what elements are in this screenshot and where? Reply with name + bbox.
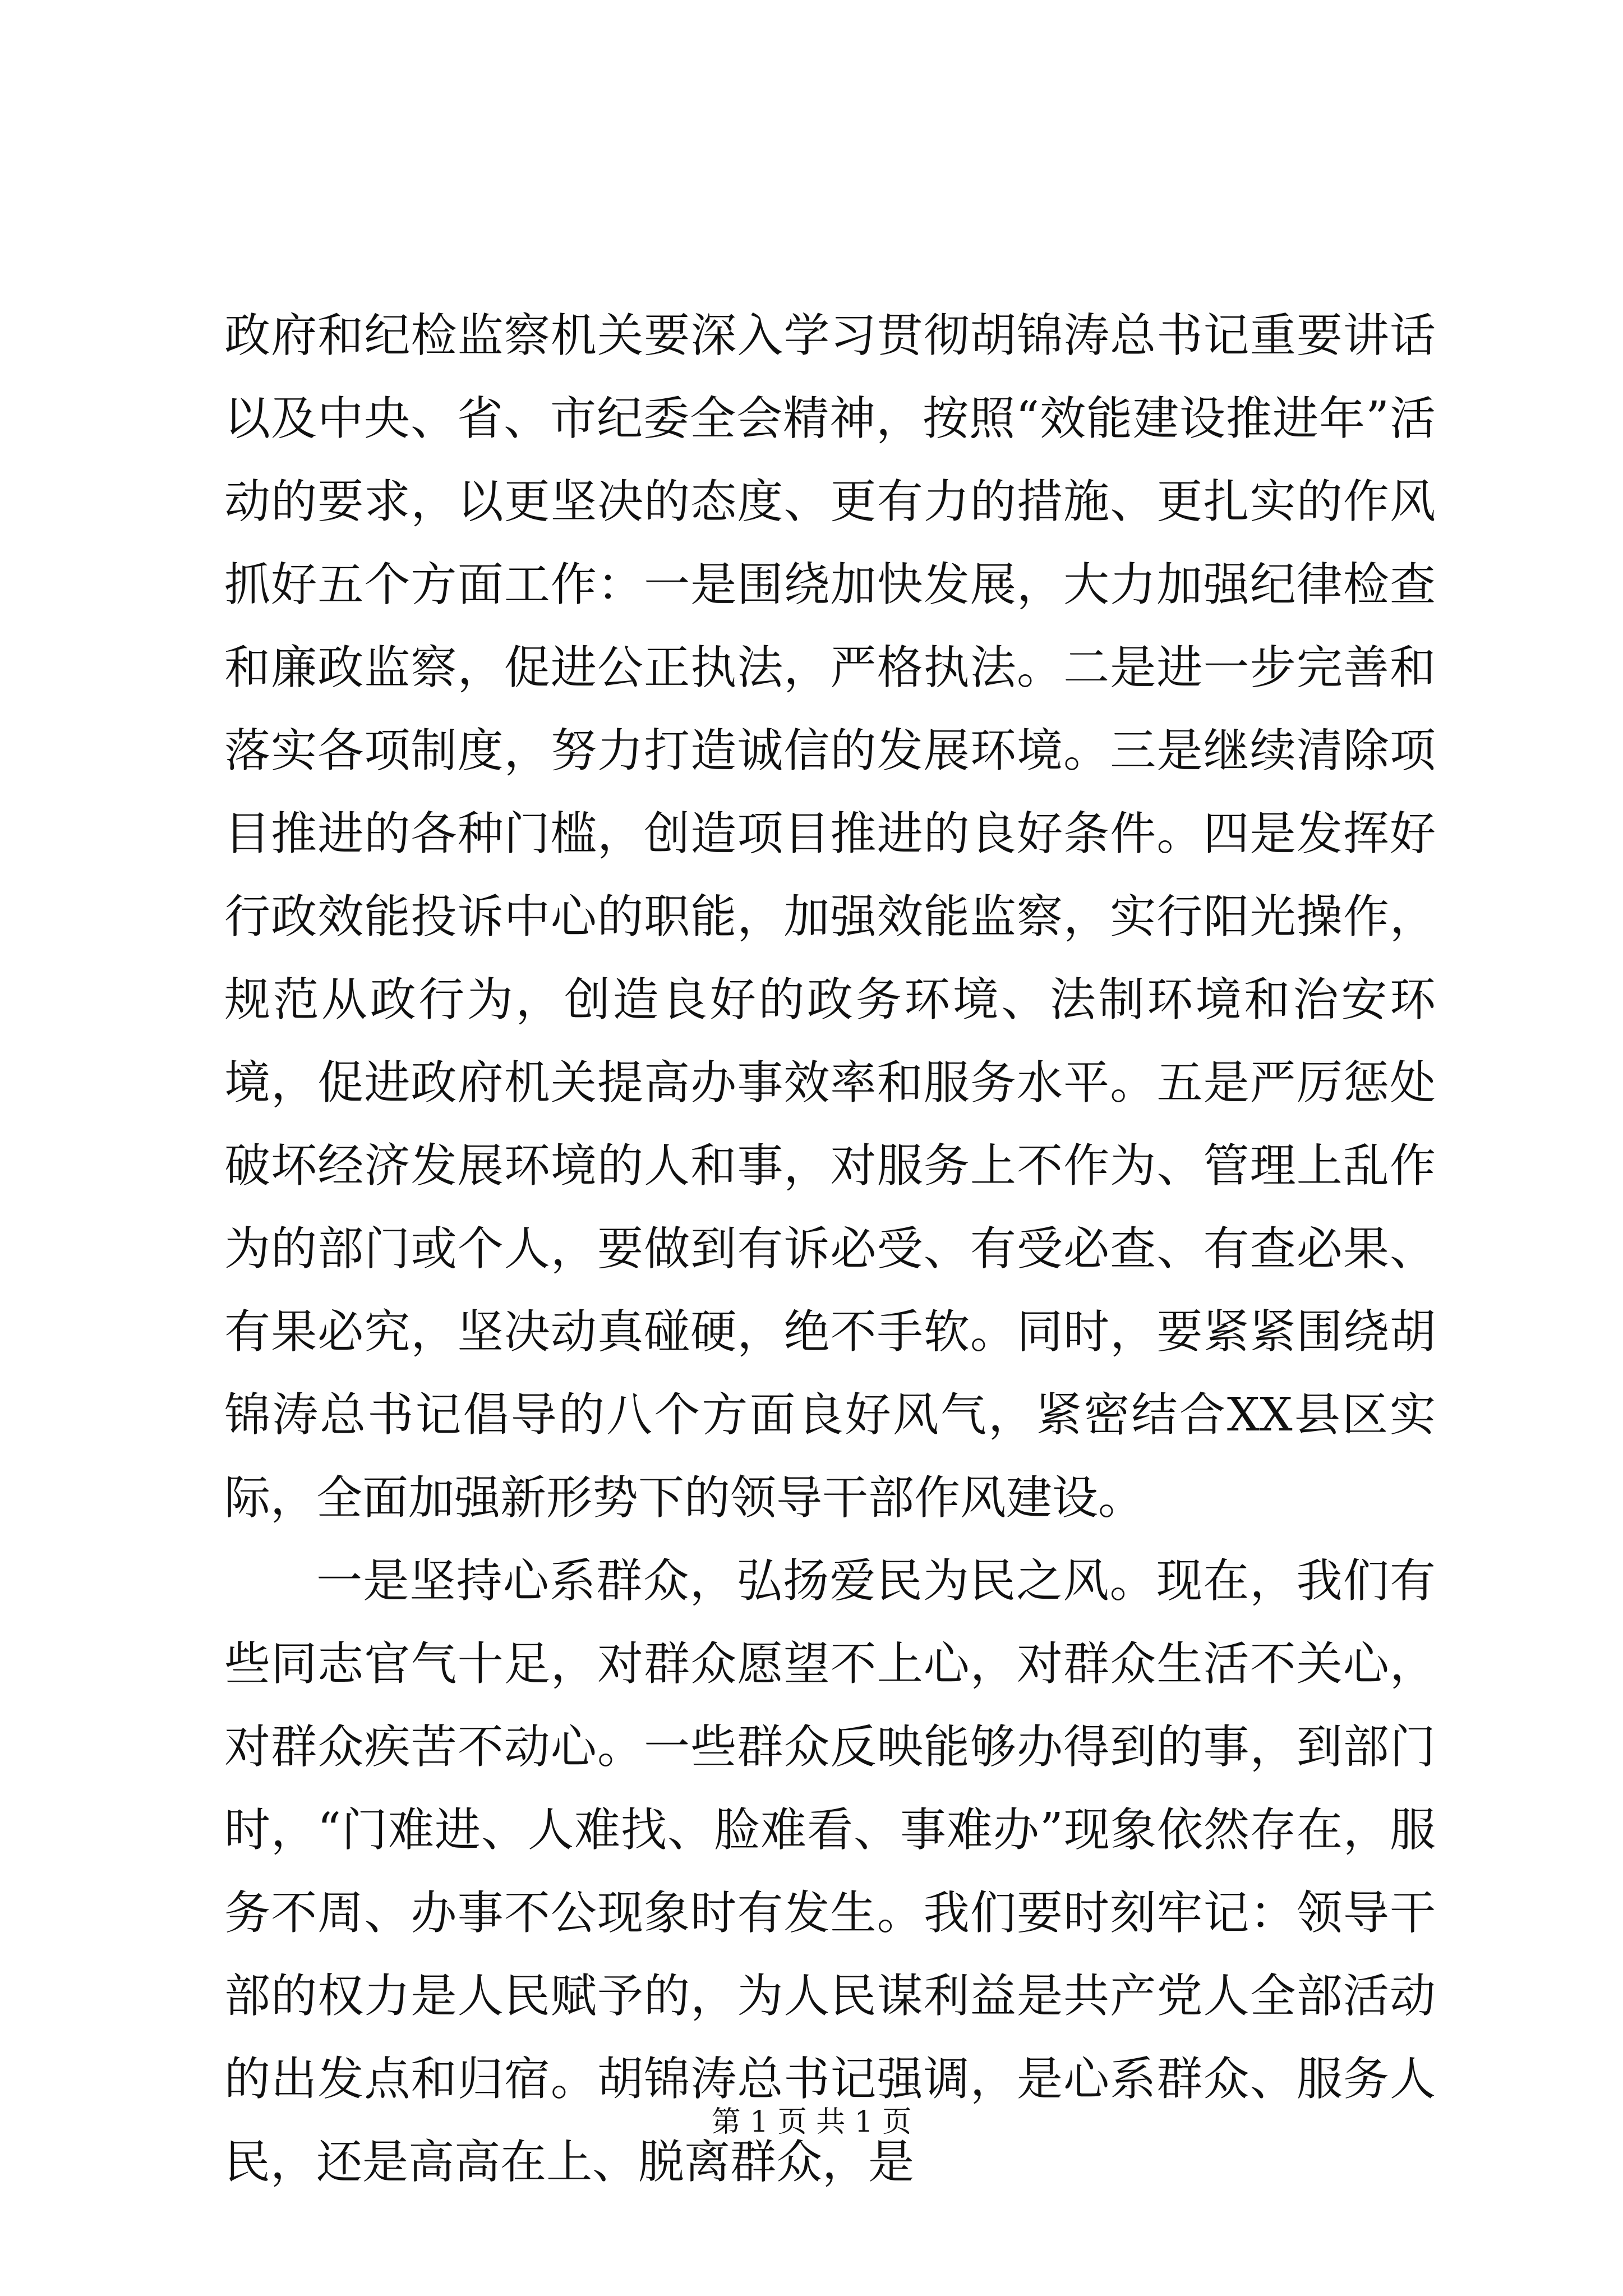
page-footer: 第 1 页 共 1 页 bbox=[711, 2105, 912, 2139]
paragraph-2: 一是坚持心系群众，弘扬爱民为民之风。现在，我们有些同志官气十足，对群众愿望不上心，对群众生活不关心，对群众疾苦不动心。一些群众反映能够办得到的事，到部门时，“门难进、人难找、脸难看、事难办”现象依然存在，服务不周、办事不公现象时有发生。我们要时刻牢记：领导干部的权力是人民赋予的，为人民谋利益是共产党人全部活动的出发点和归宿。胡锦涛总书记强调，是心系群众、服务人民，还是高高在上、脱离群众，是 bbox=[224, 1554, 1436, 2189]
document-body bbox=[224, 295, 1436, 2204]
paragraph-1: 政府和纪检监察机关要深入学习贯彻胡锦涛总书记重要讲话以及中央、省、市纪委全会精神，按照“效能建设推进年”活动的要求，以更坚决的态度、更有力的措施、更扎实的作风抓好五个方面工作：一是围绕加快发展，大力加强纪律检查和廉政监察，促进公正执法，严格执法。二是进一步完善和落实各项制度，努力打造诚信的发展环境。三是继续清除项目推进的各种门槛，创造项目推进的良好条件。四是发挥好行政效能投诉中心的职能，加强效能监察，实行阳光操作，规范从政行为，创造良好的政务环境、法制环境和治安环境，促进政府机关提高办事效率和服务水平。五是严厉惩处破坏经济发展环境的人和事，对服务上不作为、管理上乱作为的部门或个人，要做到有诉必受、有受必查、有查必果、有果必究，坚决动真碰硬，绝不手软。同时，要紧紧围绕胡锦涛总书记倡导的八个方面良好风气，紧密结合XX县区实际，全面加强新形势下的领导干部作风建设。 bbox=[224, 309, 1436, 1525]
